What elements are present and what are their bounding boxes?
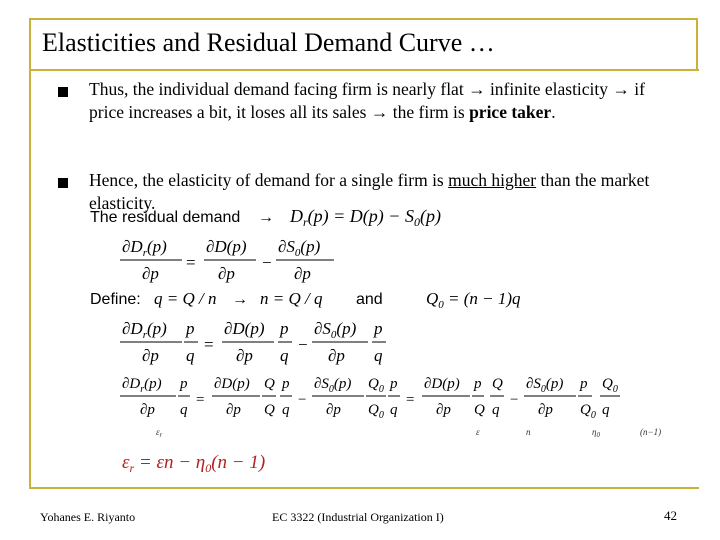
bullet1-part3: if price increases a bit, it loses all its sales	[89, 79, 645, 122]
svg-text:p: p	[580, 376, 588, 392]
final-eq: $\varepsilon_r = \varepsilon n - \eta_0(n - 1)$	[122, 452, 266, 475]
derivative-eq	[120, 237, 334, 283]
svg-text:∂D(p): ∂D(p)	[206, 237, 247, 256]
svg-text:=: =	[406, 392, 415, 408]
svg-text:−: −	[262, 253, 272, 272]
svg-text:p: p	[280, 319, 289, 338]
svg-text:Q0: $Q_0$	[368, 402, 384, 421]
svg-text:q: q	[602, 402, 610, 418]
svg-text:∂S0(p): $\partial S_0(p)$	[314, 376, 352, 395]
footer-divider	[29, 487, 699, 489]
define-eq-2: n = Q / q	[260, 289, 323, 308]
bullet1-bold: price taker	[469, 102, 552, 122]
expanded-eq	[120, 376, 620, 421]
bullet1-part2: infinite elasticity	[485, 79, 613, 99]
svg-text:p: p	[282, 376, 290, 392]
svg-text:∂Dr(p): $\partial D_r(p)$	[122, 237, 167, 259]
svg-text:η0: $\eta_0$	[592, 427, 600, 439]
svg-text:∂p: ∂p	[142, 264, 159, 283]
svg-text:∂p: ∂p	[326, 402, 341, 418]
svg-text:∂D(p): ∂D(p)	[224, 319, 265, 338]
svg-text:∂D(p): ∂D(p)	[214, 376, 250, 392]
bullet-marker	[58, 87, 68, 97]
svg-text:∂S0(p): $\partial S_0(p)$	[278, 237, 321, 259]
svg-text:ε: ε	[476, 427, 480, 437]
svg-text:Q0: $Q_0$	[602, 376, 618, 395]
svg-text:=: =	[204, 335, 214, 354]
svg-text:q: q	[282, 402, 290, 418]
bullet1-part4: the firm is	[388, 102, 470, 122]
and-label: and	[356, 291, 383, 308]
svg-text:Q0: $Q_0$	[368, 376, 384, 395]
arrow-icon: →	[258, 209, 274, 226]
svg-text:p: p	[374, 319, 383, 338]
svg-text:p: p	[474, 376, 482, 392]
svg-text:q: q	[180, 402, 188, 418]
bullet1-part1: Thus, the individual demand facing firm is nearly flat	[89, 79, 469, 99]
svg-text:∂p: ∂p	[140, 402, 155, 418]
math-derivation	[86, 200, 686, 480]
svg-text:p: p	[180, 376, 188, 392]
svg-text:q: q	[280, 346, 289, 365]
svg-text:p: p	[390, 376, 398, 392]
elasticity-eq	[120, 319, 386, 365]
residual-demand-eq: $D_r(p) = D(p) - S_0(p)$	[290, 206, 441, 229]
svg-text:Q: Q	[264, 376, 275, 392]
underbrace-labels	[156, 427, 661, 439]
residual-demand-label: The residual demand	[90, 209, 241, 226]
svg-text:∂p: ∂p	[436, 402, 451, 418]
svg-text:∂Dr(p): $\partial D_r(p)$	[122, 319, 167, 341]
svg-text:∂D(p): ∂D(p)	[424, 376, 460, 392]
svg-text:=: =	[196, 392, 205, 408]
bullet2-part1: Hence, the elasticity of demand for a single firm is	[89, 170, 449, 190]
svg-text:∂p: ∂p	[218, 264, 235, 283]
svg-text:=: =	[186, 253, 196, 272]
svg-text:∂p: ∂p	[538, 402, 553, 418]
svg-text:−: −	[298, 335, 308, 354]
page-number: 42	[664, 508, 677, 523]
svg-text:∂p: ∂p	[142, 346, 159, 365]
left-border	[29, 18, 31, 488]
bullet1-end: .	[551, 102, 556, 122]
bullet-marker	[58, 178, 68, 188]
svg-text:(n−1): (n−1)	[640, 427, 662, 437]
svg-text:∂S0(p): $\partial S_0(p)$	[314, 319, 357, 341]
svg-text:∂p: ∂p	[294, 264, 311, 283]
svg-text:q: q	[492, 402, 500, 418]
slide-title: Elasticities and Residual Demand Curve …	[42, 28, 495, 57]
svg-text:∂p: ∂p	[226, 402, 241, 418]
arrow-icon: →	[232, 291, 248, 308]
define-eq-1: q = Q / n	[154, 289, 217, 308]
arrow-icon: →	[370, 102, 389, 122]
svg-text:p: p	[186, 319, 195, 338]
svg-text:∂S0(p): $\partial S_0(p)$	[526, 376, 564, 395]
define-eq-3: $Q_0 = (n - 1)q$	[426, 289, 521, 311]
svg-text:q: q	[390, 402, 398, 418]
svg-text:∂p: ∂p	[328, 346, 345, 365]
bullet2-underlined: much higher	[448, 170, 537, 190]
footer-course: EC 3322 (Industrial Organization I)	[272, 510, 444, 524]
arrow-icon: →	[468, 79, 486, 99]
svg-text:∂Dr(p): $\partial D_r(p)$	[122, 376, 162, 395]
title-divider	[29, 69, 699, 71]
arrow-icon: →	[612, 79, 630, 99]
svg-text:−: −	[298, 392, 307, 408]
svg-text:−: −	[510, 392, 519, 408]
svg-text:Q0: $Q_0$	[580, 402, 596, 421]
bullet2-part2: than the market elasticity.	[89, 170, 650, 213]
svg-text:Q: Q	[474, 402, 485, 418]
svg-text:q: q	[374, 346, 383, 365]
svg-text:εr: $\varepsilon_r$	[156, 427, 163, 439]
top-border	[29, 18, 697, 20]
define-label: Define:	[90, 291, 141, 308]
svg-text:n: n	[526, 427, 531, 437]
right-border	[696, 18, 698, 70]
svg-text:q: q	[186, 346, 195, 365]
footer-author: Yohanes E. Riyanto	[40, 510, 136, 524]
svg-text:Q: Q	[264, 402, 275, 418]
bullet-text-1	[89, 78, 679, 124]
svg-text:Q: Q	[492, 376, 503, 392]
svg-text:∂p: ∂p	[236, 346, 253, 365]
